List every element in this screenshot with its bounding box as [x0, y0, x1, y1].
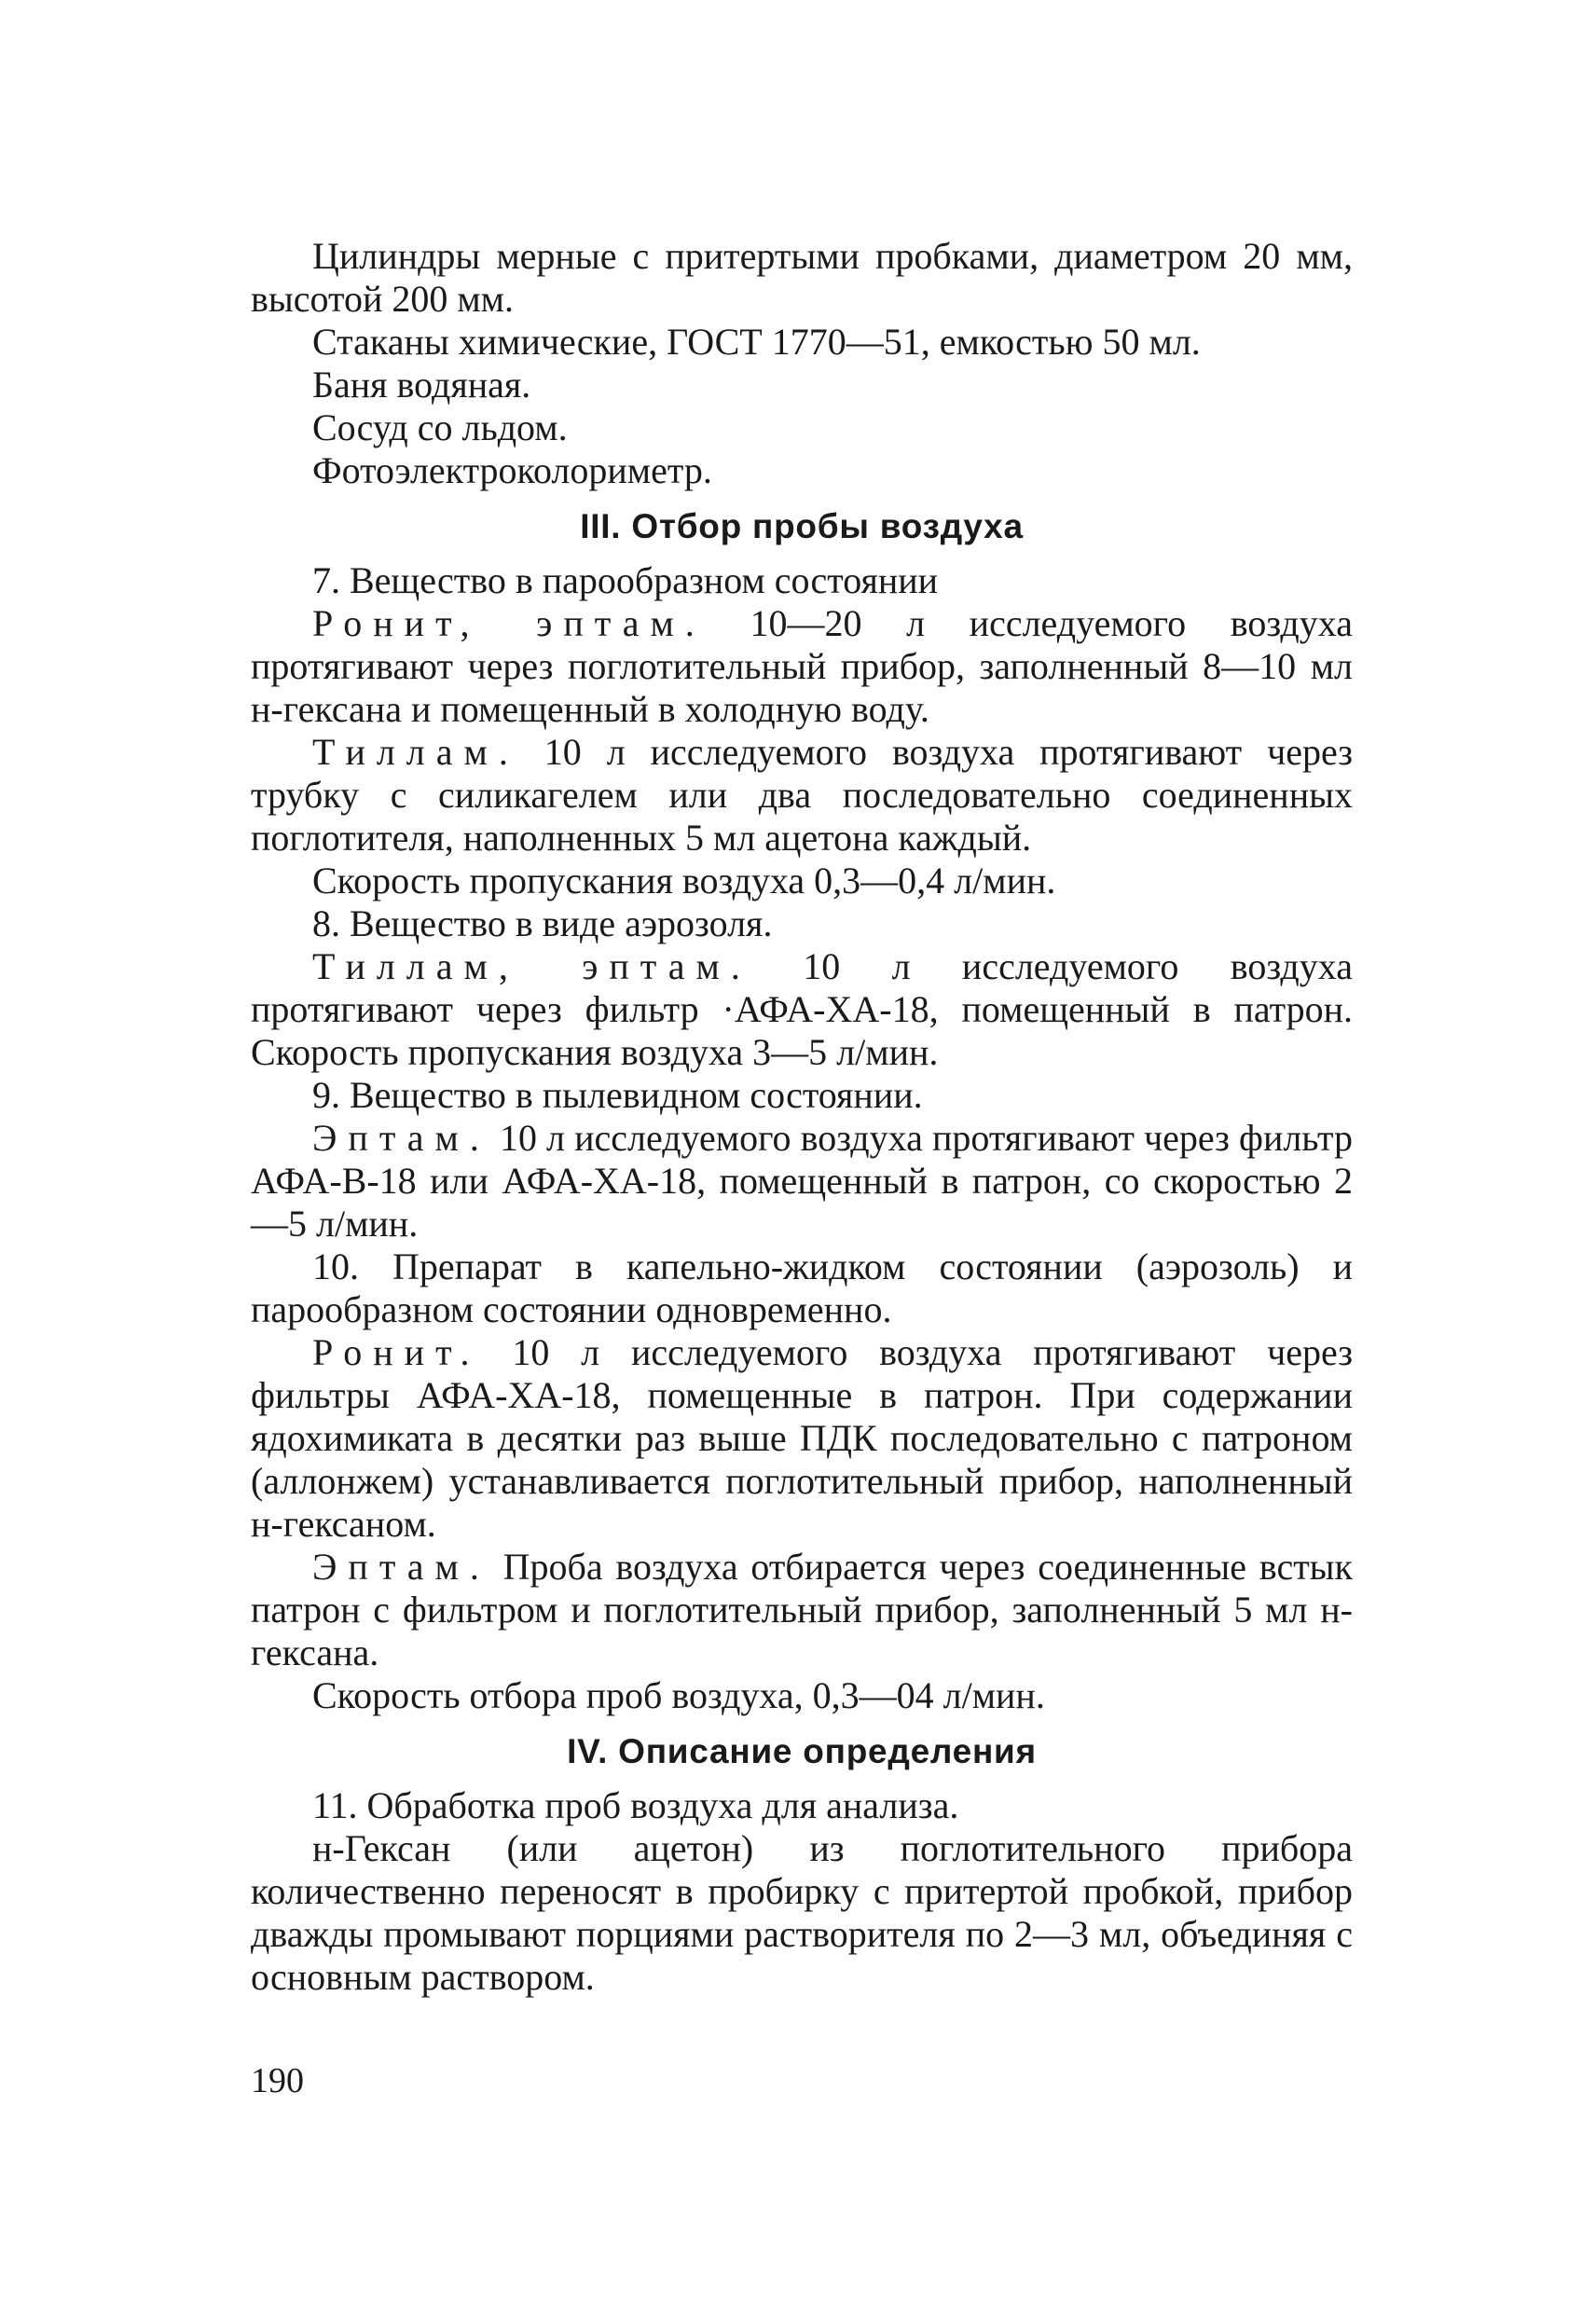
paragraph-item-7-ronit [251, 602, 1353, 731]
paragraph-item-10: 10. Препарат в капельно-жидком состоянии (аэрозоль) и парообразном состоянии одновременно. [251, 1245, 1353, 1330]
paragraph-item-7-tillam [251, 731, 1353, 860]
paragraph-cylinders: Цилиндры мерные с притертыми пробками, диаметром 20 мм, высотой 200 мм. [251, 235, 1353, 320]
paragraph-item-11: 11. Обработка проб воздуха для анализа. [312, 1784, 959, 1826]
paragraph-text: 10 л исследуемого воздуха протягивают через фильтры АФА-ХА-18, помещенные в патрон. При содержании ядохимиката в десятки раз выше ПДК последовательно с патроном (аллонжем) устанавливается поглотительный прибор, наполненный н-гексаном. [251, 1331, 1353, 1545]
substance-lead: Тиллам. [312, 731, 519, 773]
paragraph-bath: Баня водяная. [312, 364, 531, 406]
paragraph-item-10-ronit [251, 1331, 1353, 1546]
paragraph-item-11-processing: н-Гексан (или ацетон) из поглотительного прибора количественно переносят в пробирку с притертой пробкой, прибор дважды промывают порциями растворителя по 2—3 мл, объединяя с основным раствором. [251, 1827, 1353, 1998]
section-heading-determination: IV. Описание определения [567, 1732, 1037, 1770]
paragraph-text: 10 л исследуемого воздуха протягивают через фильтр ·АФА-ХА-18, помещенный в патрон. Скорость пропускания воздуха 3—5 л/мин. [251, 945, 1353, 1073]
substance-lead: Тиллам, эптам. [312, 945, 751, 987]
paragraph-item-8: 8. Вещество в виде аэрозоля. [312, 902, 773, 944]
paragraph-item-7: 7. Вещество в парообразном состоянии [312, 559, 939, 601]
page-body [251, 235, 1353, 1999]
section-heading-air-sampling: III. Отбор пробы воздуха [580, 507, 1024, 545]
paragraph-item-8-tillam-eptam [251, 945, 1353, 1074]
paragraph-text: 10—20 л исследуемого воздуха протягивают через поглотительный прибор, заполненный 8—10 мл н-гексана и помещенный в холодную воду. [251, 602, 1353, 730]
paragraph-ice-vessel: Сосуд со льдом. [312, 406, 568, 448]
paragraph-item-7-speed: Скорость пропускания воздуха 0,3—0,4 л/мин. [312, 860, 1056, 901]
paragraph-item-10-eptam [251, 1546, 1353, 1674]
substance-lead: Эптам. [312, 1546, 490, 1588]
paragraph-item-9: 9. Вещество в пылевидном состоянии. [312, 1074, 923, 1116]
paragraph-item-9-eptam [251, 1117, 1353, 1245]
page-number: 190 [251, 2061, 304, 2100]
paragraph-item-10-speed: Скорость отбора проб воздуха, 0,3—04 л/мин. [312, 1674, 1045, 1716]
substance-lead: Эптам. [312, 1117, 490, 1159]
substance-lead: Ронит. [312, 1331, 481, 1373]
substance-lead: Ронит, эптам. [312, 602, 706, 644]
paragraph-photocolorimeter: Фотоэлектроколориметр. [312, 449, 712, 491]
paragraph-text: Проба воздуха отбирается через соединенные встык патрон с фильтром и поглотительный прибор, заполненный 5 мл н-гексана. [251, 1546, 1353, 1673]
paragraph-beakers: Стаканы химические, ГОСТ 1770—51, емкостью 50 мл. [312, 321, 1201, 363]
paragraph-text: 10 л исследуемого воздуха протягивают через трубку с силикагелем или два последовательно соединенных поглотителя, наполненных 5 мл ацетона каждый. [251, 731, 1353, 859]
paragraph-text: 10 л исследуемого воздуха протягивают через фильтр АФА-В-18 или АФА-ХА-18, помещенный в патрон, со скоростью 2—5 л/мин. [251, 1117, 1353, 1245]
